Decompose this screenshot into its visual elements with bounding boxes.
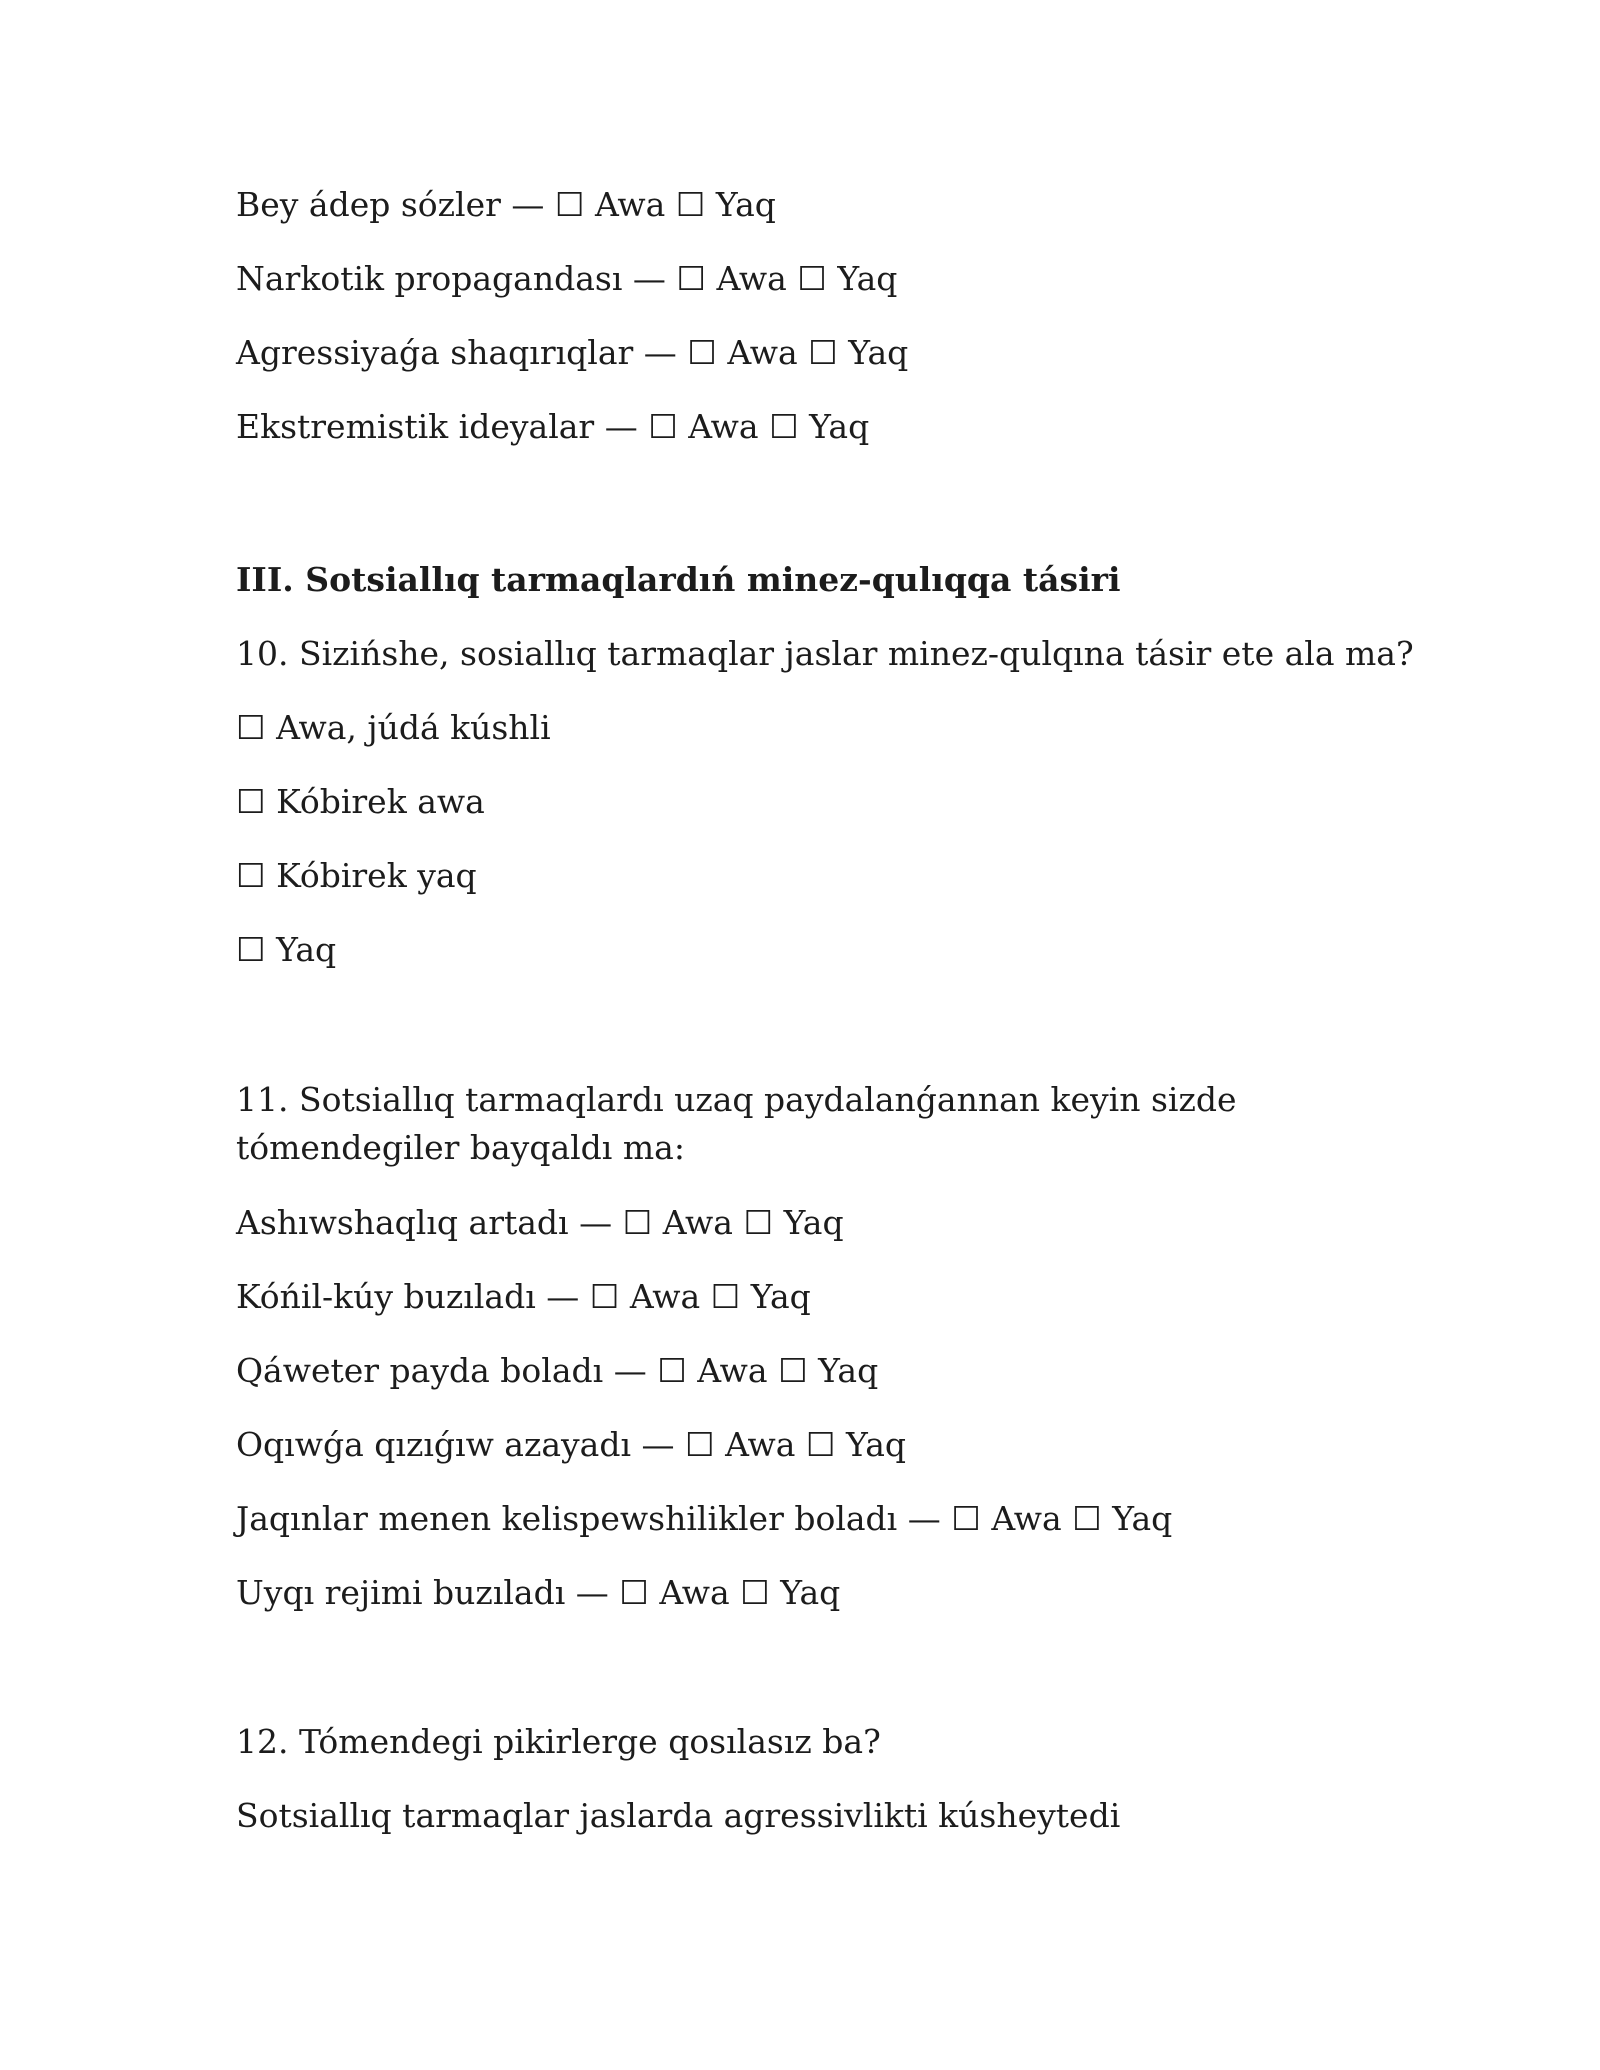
checkbox-no[interactable]: ☐ [805,1425,836,1464]
yes-no-row [236,255,897,303]
dash-separator: — [643,333,677,372]
option-yes-label: Awa [716,259,787,298]
checkbox-no[interactable]: ☐ [797,259,827,298]
item-label: Agressiyaǵa shaqırıqlar [236,333,634,372]
item-label: Ashıwshaqlıq artadı [236,1203,569,1242]
item-label: Qáweter payda boladı [236,1351,604,1390]
option-yes-label: Awa [688,407,759,446]
checkbox-no[interactable]: ☐ [743,1203,774,1242]
item-label: Jaqınlar menen kelispewshilikler boladı [236,1499,898,1538]
checkbox-yes[interactable]: ☐ [622,1203,653,1242]
item-label: Oqıwǵa qızıǵıw azayadı [236,1425,632,1464]
yes-no-row [236,329,908,377]
option-no-label: Yaq [780,1573,841,1612]
question-12: 12. Tómendegi pikirlerge qosılasız ba? [236,1722,881,1761]
option-yes-label: Awa [697,1351,768,1390]
checkbox[interactable]: ☐ [236,782,266,821]
checkbox-no[interactable]: ☐ [740,1573,770,1612]
option-yes-label: Awa [629,1277,701,1316]
option-yes-label: Awa [659,1573,730,1612]
option-row[interactable] [236,704,551,752]
item-label: Narkotik propagandası [236,259,623,298]
checkbox-yes[interactable]: ☐ [685,1425,715,1464]
dash-separator: — [575,1573,609,1612]
statement: Sotsiallıq tarmaqlar jaslarda agressivlikti kúsheytedi [236,1796,1121,1835]
question-11: 11. Sotsiallıq tarmaqlardı uzaq paydalanǵannan keyin sizde tómendegiler bayqaldı ma: [236,1080,1237,1167]
option-label: Yaq [276,930,337,969]
item-label: Kóńil-kúy buzıladı [236,1277,536,1316]
dash-separator: — [907,1499,941,1538]
option-no-label: Yaq [848,333,909,372]
option-no-label: Yaq [750,1277,811,1316]
dash-separator: — [613,1351,647,1390]
option-yes-label: Awa [595,185,666,224]
checkbox-no[interactable]: ☐ [769,407,799,446]
dash-separator: — [546,1277,580,1316]
checkbox[interactable]: ☐ [236,930,266,969]
option-yes-label: Awa [662,1203,733,1242]
option-row[interactable] [236,852,477,900]
checkbox-no[interactable]: ☐ [778,1351,808,1390]
option-yes-label: Awa [991,1499,1062,1538]
checkbox-no[interactable]: ☐ [710,1277,741,1316]
dash-separator: — [579,1203,613,1242]
checkbox-yes[interactable]: ☐ [676,259,706,298]
option-no-label: Yaq [818,1351,879,1390]
option-yes-label: Awa [727,333,798,372]
yes-no-row [236,181,776,229]
dash-separator: — [604,407,638,446]
option-label: Kóbirek awa [276,782,485,821]
checkbox-yes[interactable]: ☐ [687,333,717,372]
yes-no-row [236,1347,878,1395]
option-label: Kóbirek yaq [276,856,477,895]
option-no-label: Yaq [837,259,898,298]
option-no-label: Yaq [809,407,870,446]
dash-separator: — [641,1425,675,1464]
option-yes-label: Awa [725,1425,796,1464]
checkbox[interactable]: ☐ [236,708,266,747]
option-row[interactable] [236,926,336,974]
item-label: Uyqı rejimi buzıladı [236,1573,566,1612]
option-label: Awa, júdá kúshli [276,708,551,747]
option-no-label: Yaq [783,1203,844,1242]
option-row[interactable] [236,778,485,826]
option-no-label: Yaq [1112,1499,1173,1538]
item-label: Ekstremistik ideyalar [236,407,595,446]
checkbox-no[interactable]: ☐ [808,333,838,372]
yes-no-row [236,1199,844,1247]
checkbox-yes[interactable]: ☐ [619,1573,649,1612]
option-no-label: Yaq [715,185,776,224]
checkbox-no[interactable]: ☐ [675,185,706,224]
checkbox-yes[interactable]: ☐ [648,407,678,446]
yes-no-row [236,1273,811,1321]
dash-separator: — [511,185,545,224]
checkbox-yes[interactable]: ☐ [589,1277,620,1316]
question-10: 10. Sizińshe, sosiallıq tarmaqlar jaslar minez-qulqına tásir ete ala ma? [236,634,1414,673]
yes-no-row [236,1495,1172,1543]
checkbox[interactable]: ☐ [236,856,266,895]
option-no-label: Yaq [846,1425,907,1464]
dash-separator: — [632,259,666,298]
section-heading: III. Sotsiallıq tarmaqlardıń minez-qulıqqa tásiri [236,560,1121,599]
yes-no-row [236,1569,840,1617]
yes-no-row [236,403,869,451]
checkbox-no[interactable]: ☐ [1072,1499,1102,1538]
item-label: Bey ádep sózler [236,185,501,224]
checkbox-yes[interactable]: ☐ [554,185,585,224]
checkbox-yes[interactable]: ☐ [951,1499,981,1538]
yes-no-row [236,1421,906,1469]
checkbox-yes[interactable]: ☐ [657,1351,687,1390]
